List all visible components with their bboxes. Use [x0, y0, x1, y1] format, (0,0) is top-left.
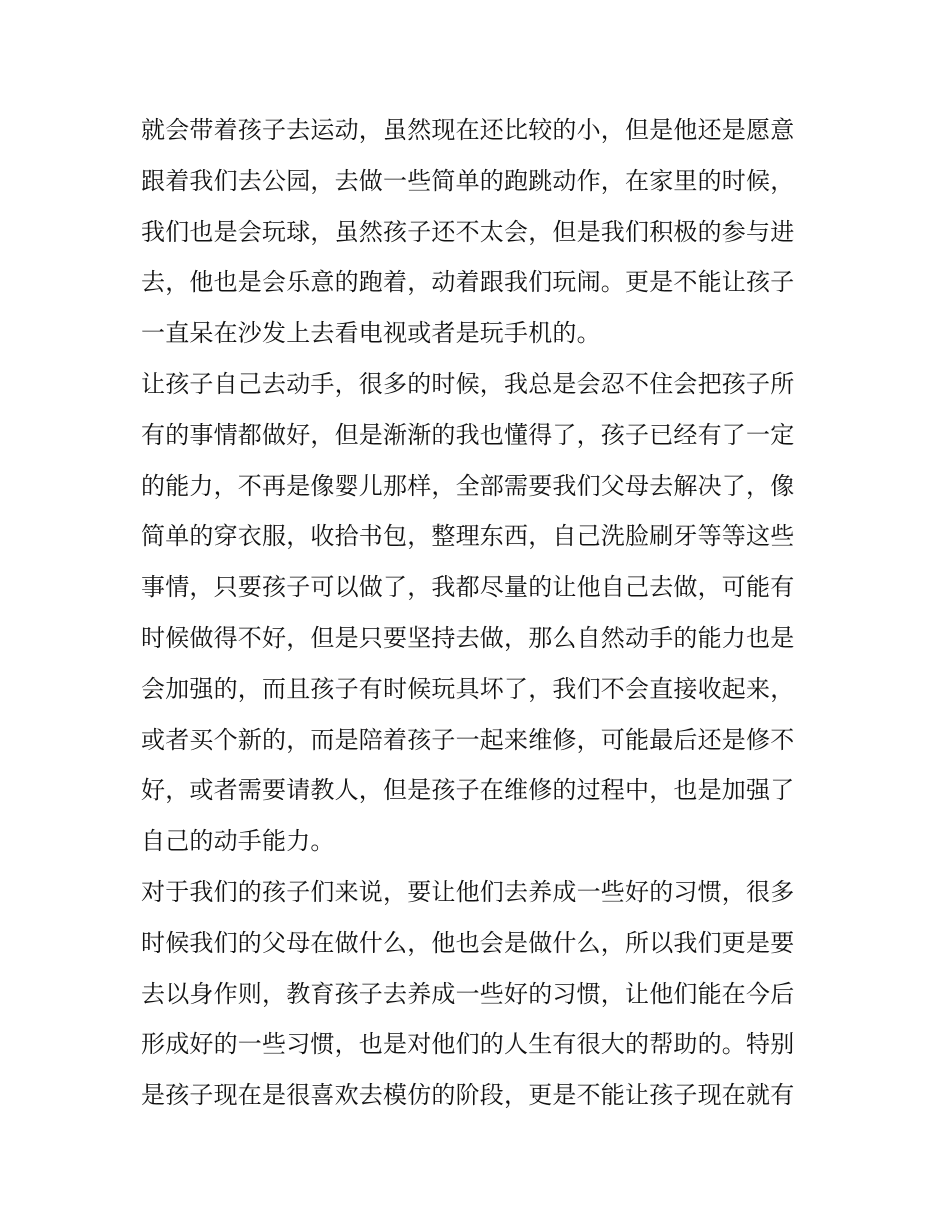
- text-line: 有的事情都做好，但是渐渐的我也懂得了，孩子已经有了一定: [141, 420, 795, 449]
- text-line: 时候我们的父母在做什么，他也会是做什么，所以我们更是要: [141, 928, 795, 957]
- text-line: 的能力，不再是像婴儿那样，全部需要我们父母去解决了，像: [141, 471, 795, 500]
- text-line: 自己的动手能力。: [141, 827, 335, 856]
- text-line: 跟着我们去公园，去做一些简单的跑跳动作，在家里的时候，: [141, 166, 795, 195]
- text-line: 去，他也是会乐意的跑着，动着跟我们玩闹。更是不能让孩子: [141, 268, 795, 297]
- text-line: 就会带着孩子去运动，虽然现在还比较的小，但是他还是愿意: [141, 116, 795, 144]
- text-line: 形成好的一些习惯，也是对他们的人生有很大的帮助的。特别: [141, 1030, 795, 1059]
- text-line: 事情，只要孩子可以做了，我都尽量的让他自己去做，可能有: [141, 573, 795, 602]
- text-line: 我们也是会玩球，虽然孩子还不太会，但是我们积极的参与进: [141, 217, 795, 246]
- document-text-body: [141, 105, 813, 1121]
- text-line: 会加强的，而且孩子有时候玩具坏了，我们不会直接收起来，: [141, 674, 795, 703]
- text-line: 去以身作则，教育孩子去养成一些好的习惯，让他们能在今后: [141, 979, 795, 1008]
- text-line: 时候做得不好，但是只要坚持去做，那么自然动手的能力也是: [141, 623, 795, 652]
- text-line: 是孩子现在是很喜欢去模仿的阶段，更是不能让孩子现在就有: [141, 1081, 795, 1110]
- text-line: 让孩子自己去动手，很多的时候，我总是会忍不住会把孩子所: [141, 369, 795, 398]
- text-line: 对于我们的孩子们来说，要让他们去养成一些好的习惯，很多: [141, 877, 795, 906]
- text-line: 好，或者需要请教人，但是孩子在维修的过程中，也是加强了: [141, 776, 795, 805]
- text-line: 或者买个新的，而是陪着孩子一起来维修，可能最后还是修不: [141, 725, 795, 754]
- text-line: 简单的穿衣服，收拾书包，整理东西，自己洗脸刷牙等等这些: [141, 522, 795, 551]
- text-line: 一直呆在沙发上去看电视或者是玩手机的。: [141, 319, 601, 348]
